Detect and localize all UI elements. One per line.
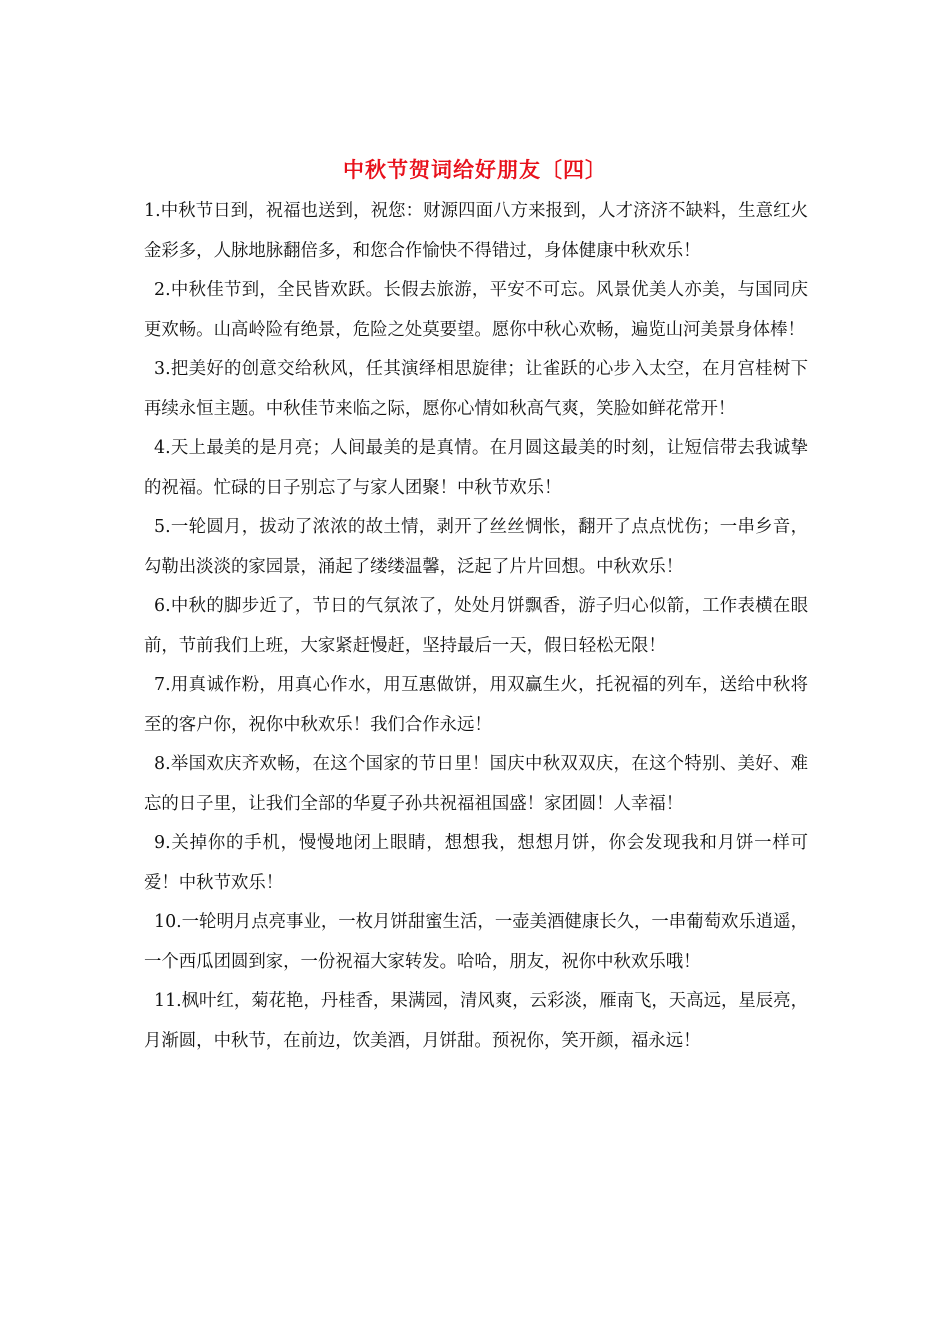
paragraph-1: 1.中秋节日到，祝福也送到，祝您：财源四面八方来报到，人才济济不缺料，生意红火金彩多，人脉地脉翻倍多，和您合作愉快不得错过，身体健康中秋欢乐！: [144, 201, 808, 261]
document-body: [144, 192, 808, 1061]
paragraph-2: 2.中秋佳节到，全民皆欢跃。长假去旅游，平安不可忘。风景优美人亦美，与国同庆更欢畅。山高岭险有绝景，危险之处莫要望。愿你中秋心欢畅，遍览山河美景身体棒！: [144, 280, 808, 340]
page-title: 中秋节贺词给好朋友〔四〕: [343, 157, 607, 182]
paragraph-10: 10.一轮明月点亮事业，一枚月饼甜蜜生活，一壶美酒健康长久，一串葡萄欢乐逍遥，一个西瓜团圆到家，一份祝福大家转发。哈哈，朋友，祝你中秋欢乐哦！: [144, 912, 808, 972]
paragraph-5: 5.一轮圆月，拔动了浓浓的故土情，剥开了丝丝惆怅，翻开了点点忧伤；一串乡音，勾勒出淡淡的家园景，涌起了缕缕温馨，泛起了片片回想。中秋欢乐！: [144, 517, 808, 577]
paragraph-6: 6.中秋的脚步近了，节日的气氛浓了，处处月饼飘香，游子归心似箭，工作表横在眼前，节前我们上班，大家紧赶慢赶，坚持最后一天，假日轻松无限！: [144, 596, 808, 656]
paragraph-9: 9.关掉你的手机，慢慢地闭上眼睛，想想我，想想月饼，你会发现我和月饼一样可爱！中秋节欢乐！: [144, 833, 808, 893]
paragraph-8: 8.举国欢庆齐欢畅，在这个国家的节日里！国庆中秋双双庆，在这个特别、美好、难忘的日子里，让我们全部的华夏子孙共祝福祖国盛！家团圆！人幸福！: [144, 754, 808, 814]
paragraph-4: 4.天上最美的是月亮；人间最美的是真情。在月圆这最美的时刻，让短信带去我诚挚的祝福。忙碌的日子别忘了与家人团聚！中秋节欢乐！: [144, 438, 808, 498]
paragraph-3: 3.把美好的创意交给秋风，任其演绎相思旋律；让雀跃的心步入太空，在月宫桂树下再续永恒主题。中秋佳节来临之际，愿你心情如秋高气爽，笑脸如鲜花常开！: [144, 359, 808, 419]
paragraph-7: 7.用真诚作粉，用真心作水，用互惠做饼，用双赢生火，托祝福的列车，送给中秋将至的客户你，祝你中秋欢乐！我们合作永远！: [144, 675, 808, 735]
paragraph-11: 11.枫叶红，菊花艳，丹桂香，果满园，清风爽，云彩淡，雁南飞，天高远，星辰亮，月渐圆，中秋节，在前边，饮美酒，月饼甜。预祝你，笑开颜，福永远！: [144, 991, 808, 1051]
